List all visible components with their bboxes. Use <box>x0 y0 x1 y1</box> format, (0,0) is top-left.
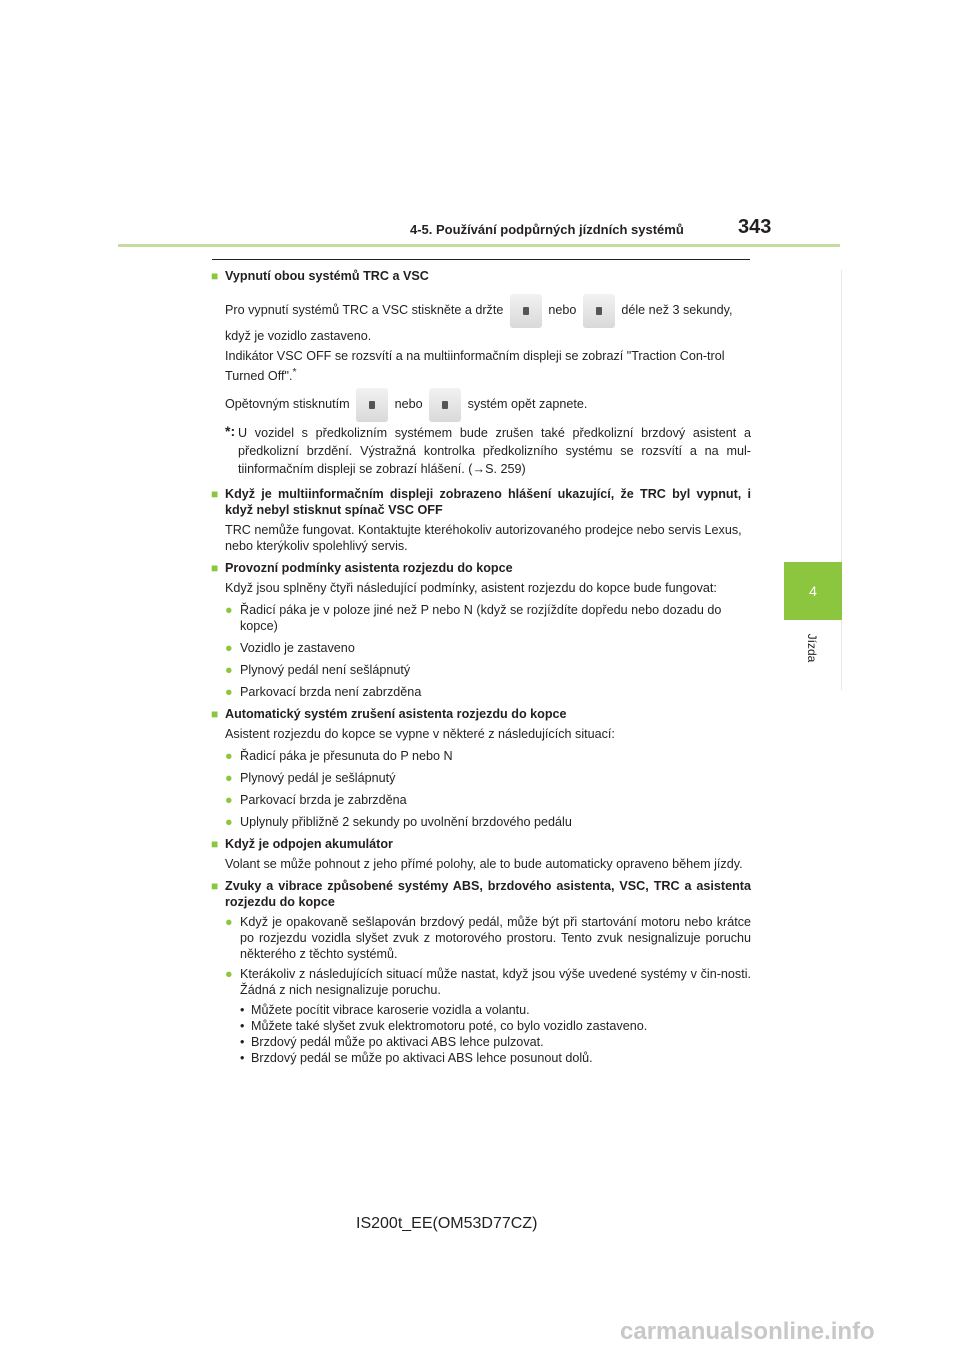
chapter-label-text: Jízda <box>805 633 819 663</box>
dot-bullet-icon: ● <box>225 967 233 982</box>
dot-bullet-icon: ● <box>225 815 233 830</box>
section-heading: ■ Vypnutí obou systémů TRC a VSC <box>211 269 429 283</box>
sub-list-item: • Můžete pocítit vibrace karoserie vozidla a volantu. <box>240 1003 530 1018</box>
chapter-label <box>782 620 842 670</box>
paragraph: Volant se může pohnout z jeho přímé polohy, ale to bude automaticky opraveno během jízdy. <box>225 857 743 872</box>
dot-bullet-icon: ● <box>225 793 233 808</box>
dot-bullet-icon: ● <box>225 685 233 700</box>
main-content <box>211 268 751 1066</box>
chapter-number: 4 <box>809 583 817 599</box>
section-heading: ■ Zvuky a vibrace způsobené systémy ABS, brzdového asistenta, VSC, TRC a asistenta rozjezdu do kopce <box>211 879 751 910</box>
document-code: IS200t_EE(OM53D77CZ) <box>356 1215 538 1232</box>
list-item: ● Parkovací brzda není zabrzděna <box>225 685 422 700</box>
sub-list-item: • Můžete také slyšet zvuk elektromotoru poté, co bylo vozidlo zastaveno. <box>240 1019 648 1034</box>
list-item: ● Vozidlo je zastaveno <box>225 641 355 656</box>
list-item: ● Plynový pedál není sešlápnutý <box>225 663 411 678</box>
square-bullet-icon: ■ <box>211 561 219 576</box>
running-header: 4-5. Používání podpůrných jízdních systémů <box>410 222 684 237</box>
watermark: carmanualsonline.info <box>620 1318 875 1345</box>
square-bullet-icon: ■ <box>211 269 219 283</box>
section-heading: ■ Když je odpojen akumulátor <box>211 837 393 852</box>
list-item: ● Řadicí páka je přesunuta do P nebo N <box>225 749 453 764</box>
footnote-mark: * <box>292 366 297 378</box>
chapter-tab[interactable] <box>784 562 842 620</box>
square-bullet-icon: ■ <box>211 707 219 722</box>
vsc-off-switch-icon <box>583 294 615 328</box>
list-item: ● Parkovací brzda je zabrzděna <box>225 793 407 808</box>
dot-bullet-icon: ● <box>225 641 233 656</box>
list-item: ● Uplynuly přibližně 2 sekundy po uvolnění brzdového pedálu <box>225 815 572 830</box>
page-number: 343 <box>738 216 772 238</box>
footnote: *: U vozidel s předkolizním systémem bude zrušen také předkolizní brzdový asistent a předkolizní brzdění. Výstražná kontrolka předkolizního systému se rozsvítí a na mul-tiinformačním displeji se zobrazí hlášení. (→S. 259) <box>225 423 751 477</box>
list-item: ● Když je opakovaně sešlapován brzdový pedál, může být při startování motoru nebo krátce po rozjezdu vozidla slyšet zvuk z motorového prostoru. Tento zvuk nesignalizuje poruchu některého z těchto systémů. <box>225 915 751 962</box>
section-heading: ■ Když je multiinformačním displeji zobrazeno hlášení ukazující, že TRC byl vypnut, i když nebyl stisknut spínač VSC OFF <box>211 487 751 518</box>
list-item: ● Plynový pedál je sešlápnutý <box>225 771 396 786</box>
trc-off-switch-icon <box>510 294 542 328</box>
section-heading: ■ Provozní podmínky asistenta rozjezdu do kopce <box>211 561 513 576</box>
sub-list-item: • Brzdový pedál se může po aktivaci ABS lehce posunout dolů. <box>240 1051 593 1066</box>
trc-off-switch-icon <box>356 388 388 422</box>
square-bullet-icon: ■ <box>211 837 219 852</box>
paragraph: Opětovným stisknutím nebo systém opět zapnete. <box>211 384 751 424</box>
section-heading: ■ Automatický systém zrušení asistenta rozjezdu do kopce <box>211 707 567 722</box>
dot-bullet-icon: ● <box>225 663 233 678</box>
list-item: ● Řadicí páka je v poloze jiné než P nebo N (když se rozjíždíte dopředu nebo dozadu do kopce) <box>225 603 722 634</box>
dot-bullet-icon: ● <box>225 771 233 786</box>
paragraph: když je vozidlo zastaveno. <box>225 329 372 343</box>
dot-bullet-icon: ● <box>225 749 233 764</box>
sub-list-item: • Brzdový pedál může po aktivaci ABS lehce pulzovat. <box>240 1035 544 1050</box>
square-bullet-icon: ■ <box>211 879 219 894</box>
footnote-mark: *: <box>225 423 236 440</box>
paragraph: Pro vypnutí systémů TRC a VSC stiskněte a držte nebo déle než 3 sekundy, <box>211 292 751 328</box>
dot-bullet-icon: ● <box>225 915 233 930</box>
list-item: ● Kterákoliv z následujících situací může nastat, když jsou výše uvedené systémy v čin-nosti. Žádná z nich nesignalizuje poruchu. <box>225 967 751 998</box>
vsc-off-switch-icon <box>429 388 461 422</box>
paragraph: Když jsou splněny čtyři následující podmínky, asistent rozjezdu do kopce bude fungovat: <box>225 581 717 596</box>
paragraph: TRC nemůže fungovat. Kontaktujte kteréhokoliv autorizovaného prodejce nebo servis Lexus, nebo kterýkoliv spolehlivý servis. <box>225 523 742 554</box>
square-bullet-icon: ■ <box>211 487 219 502</box>
header-rule <box>118 244 840 247</box>
paragraph: Indikátor VSC OFF se rozsvítí a na multiinformačním displeji se zobrazí "Traction Con-trol Turned Off".* <box>225 349 725 384</box>
paragraph: Asistent rozjezdu do kopce se vypne v některé z následujících situací: <box>225 727 615 742</box>
section-rule <box>212 259 750 260</box>
dot-bullet-icon: ● <box>225 603 233 618</box>
